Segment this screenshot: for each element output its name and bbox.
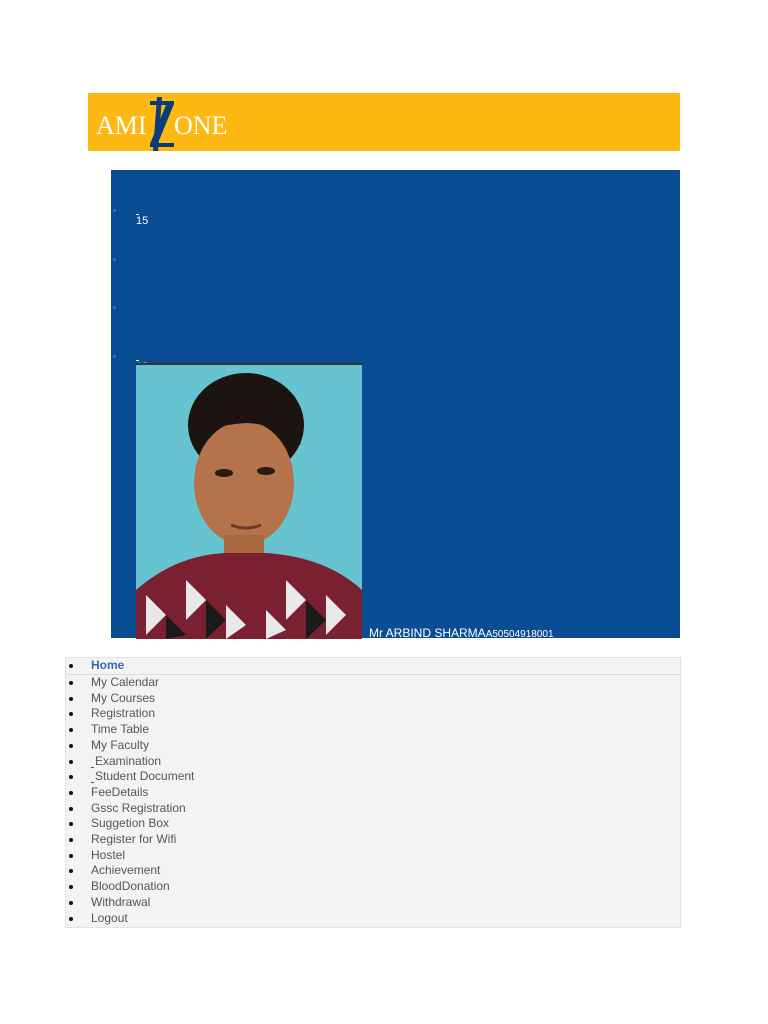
- menu-item-label: Register for Wifi: [91, 832, 177, 846]
- menu-item-label: BloodDonation: [91, 879, 170, 894]
- bullet-icon: [69, 744, 73, 748]
- menu-item-label: Time Table: [91, 722, 150, 737]
- logo-text-left: AMI: [96, 111, 147, 140]
- bullet-icon: [69, 854, 73, 858]
- menu-item-label: Student Document: [91, 769, 194, 783]
- menu-item-label: Home: [91, 658, 125, 672]
- bullet-icon: [69, 697, 73, 701]
- menu-item-label: Suggetion Box: [91, 816, 170, 831]
- menu-item-my-calendar[interactable]: [66, 675, 680, 691]
- menu-item-label: Hostel: [91, 847, 126, 862]
- menu-item-blooddonation[interactable]: [66, 879, 680, 895]
- user-name: Mr ARBIND SHARMA: [369, 626, 486, 640]
- menu-item-hostel[interactable]: [66, 848, 680, 864]
- user-id: A50504918001: [485, 629, 554, 640]
- menu-item-label: Withdrawal: [91, 894, 151, 909]
- menu-item-logout[interactable]: [66, 911, 680, 927]
- bullet-icon: [113, 355, 116, 358]
- bullet-icon: [113, 209, 116, 212]
- profile-panel: [111, 170, 680, 638]
- menu-item-my-faculty[interactable]: [66, 738, 680, 754]
- amizone-logo[interactable]: [94, 95, 244, 149]
- menu-item-student-document[interactable]: [66, 769, 680, 785]
- bullet-icon: [69, 917, 73, 921]
- bullet-icon: [69, 664, 73, 668]
- bullet-icon: [69, 712, 73, 716]
- bullet-icon: [69, 838, 73, 842]
- bullet-icon: [69, 728, 73, 732]
- menu-item-label: Logout: [91, 910, 128, 925]
- menu-item-registration[interactable]: [66, 706, 680, 722]
- bullet-icon: [113, 306, 116, 309]
- user-identity[interactable]: [365, 624, 560, 642]
- logo-text-right: ONE: [174, 111, 228, 140]
- bullet-icon: [69, 822, 73, 826]
- menu-item-my-courses[interactable]: [66, 691, 680, 707]
- menu-item-label: FeeDetails: [91, 784, 149, 799]
- menu-item-label: Gssc Registration: [91, 800, 186, 815]
- main-menu: [65, 657, 681, 928]
- menu-item-register-for-wifi[interactable]: [66, 832, 680, 848]
- bullet-icon: [69, 791, 73, 795]
- bullet-icon: [69, 775, 73, 779]
- menu-item-examination[interactable]: [66, 754, 680, 770]
- menu-item-home[interactable]: [66, 658, 680, 674]
- menu-item-label: Achievement: [91, 863, 161, 878]
- profile-photo-image: [136, 365, 362, 639]
- bullet-icon: [69, 760, 73, 764]
- menu-item-withdrawal[interactable]: [66, 895, 680, 911]
- menu-item-label: My Faculty: [91, 737, 150, 752]
- profile-photo[interactable]: [136, 363, 362, 639]
- bullet-icon: [69, 901, 73, 905]
- bullet-icon: [113, 258, 116, 261]
- bullet-icon: [69, 807, 73, 811]
- bullet-icon: [69, 885, 73, 889]
- menu-item-time-table[interactable]: [66, 722, 680, 738]
- menu-item-suggetion-box[interactable]: [66, 816, 680, 832]
- nav-badge: 15: [136, 215, 149, 227]
- bullet-icon: [69, 681, 73, 685]
- header-banner: [88, 93, 680, 151]
- menu-item-label: My Courses: [91, 690, 156, 705]
- menu-item-achievement[interactable]: [66, 863, 680, 879]
- bullet-icon: [69, 869, 73, 873]
- menu-item-label: My Calendar: [91, 675, 160, 689]
- menu-item-gssc-registration[interactable]: [66, 801, 680, 817]
- menu-item-feedetails[interactable]: [66, 785, 680, 801]
- menu-item-label: Examination: [91, 754, 161, 768]
- menu-item-label: Registration: [91, 706, 156, 721]
